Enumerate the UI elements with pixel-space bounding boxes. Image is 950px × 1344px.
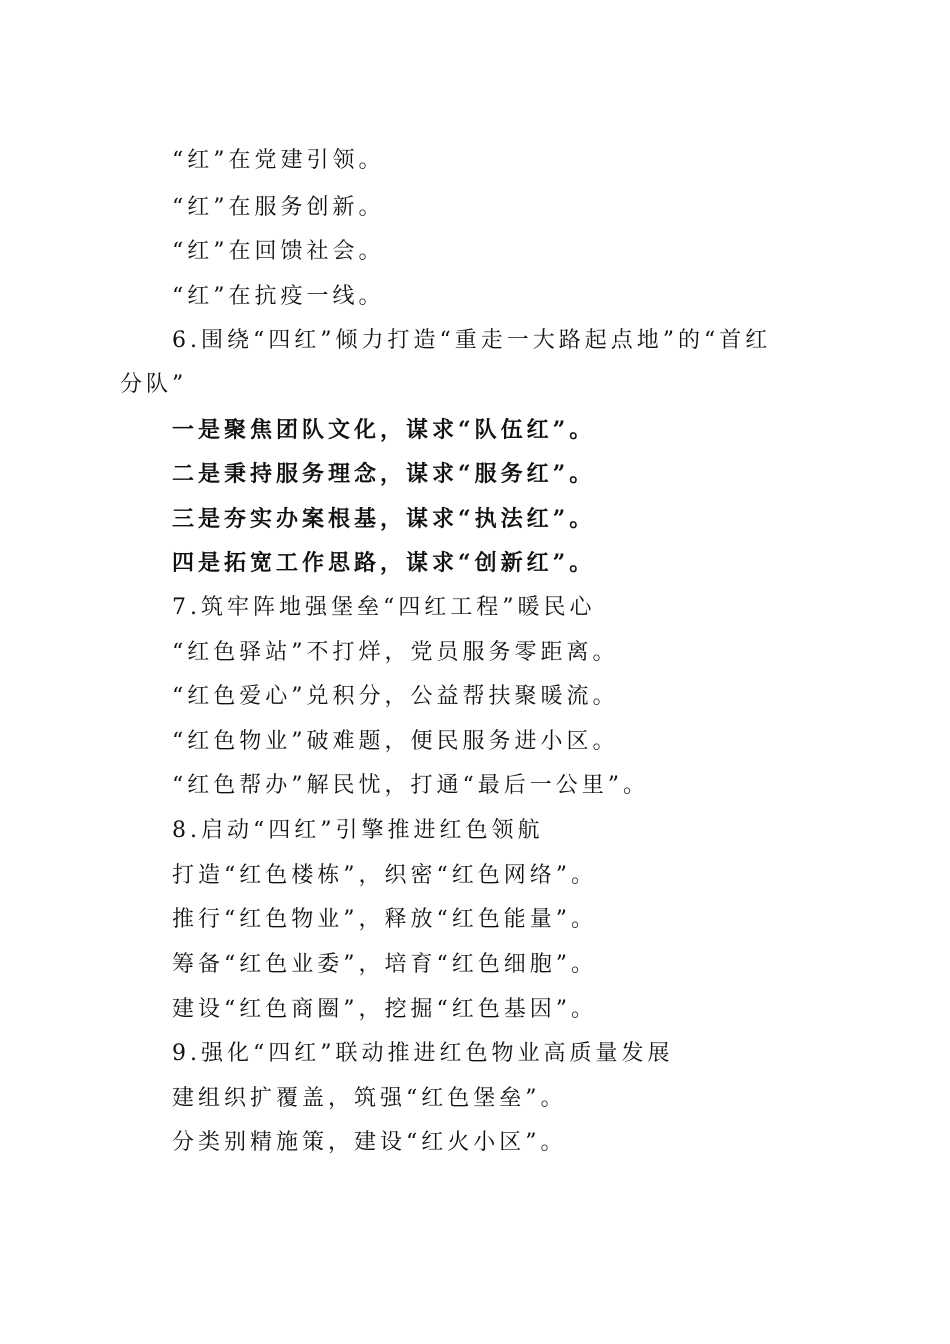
text-line-red-committee: 筹备“红色业委”，培育“红色细胞”。 <box>172 952 597 977</box>
bold-item-service-concept: 二是秉持服务理念，谋求“服务红”。 <box>172 461 596 487</box>
section-heading-6-continued: 分队” <box>120 372 188 397</box>
bold-item-team-culture: 一是聚焦团队文化，谋求“队伍红”。 <box>172 417 596 443</box>
text-line-red-station: “红色驿站”不打烊，党员服务零距离。 <box>172 640 619 665</box>
text-line-service-innovation: “红”在服务创新。 <box>172 195 385 220</box>
bold-item-law-enforcement: 三是夯实办案根基，谋求“执法红”。 <box>172 506 596 532</box>
text-line-red-property: “红色物业”破难题，便民服务进小区。 <box>172 729 619 754</box>
section-heading-8: 8.启动“四红”引擎推进红色领航 <box>172 818 544 843</box>
text-line-red-community: 分类别精施策，建设“红火小区”。 <box>172 1130 567 1155</box>
text-line-give-back: “红”在回馈社会。 <box>172 239 385 264</box>
section-heading-7: 7.筑牢阵地强堡垒“四红工程”暖民心 <box>172 595 596 620</box>
text-line-red-energy: 推行“红色物业”，释放“红色能量”。 <box>172 907 597 932</box>
bold-item-innovation: 四是拓宽工作思路，谋求“创新红”。 <box>172 550 596 576</box>
text-line-epidemic: “红”在抗疫一线。 <box>172 284 385 309</box>
text-line-red-commerce: 建设“红色商圈”，挖掘“红色基因”。 <box>172 997 597 1022</box>
text-line-red-building: 打造“红色楼栋”，织密“红色网络”。 <box>172 863 597 888</box>
text-line-red-love: “红色爱心”兑积分，公益帮扶聚暖流。 <box>172 684 619 709</box>
text-line-red-fortress: 建组织扩覆盖，筑强“红色堡垒”。 <box>172 1086 567 1111</box>
text-line-party-building: “红”在党建引领。 <box>172 148 385 173</box>
section-heading-9: 9.强化“四红”联动推进红色物业高质量发展 <box>172 1041 674 1066</box>
section-heading-6: 6.围绕“四红”倾力打造“重走一大路起点地”的“首红 <box>172 328 772 353</box>
text-line-red-help: “红色帮办”解民忧，打通“最后一公里”。 <box>172 773 649 798</box>
